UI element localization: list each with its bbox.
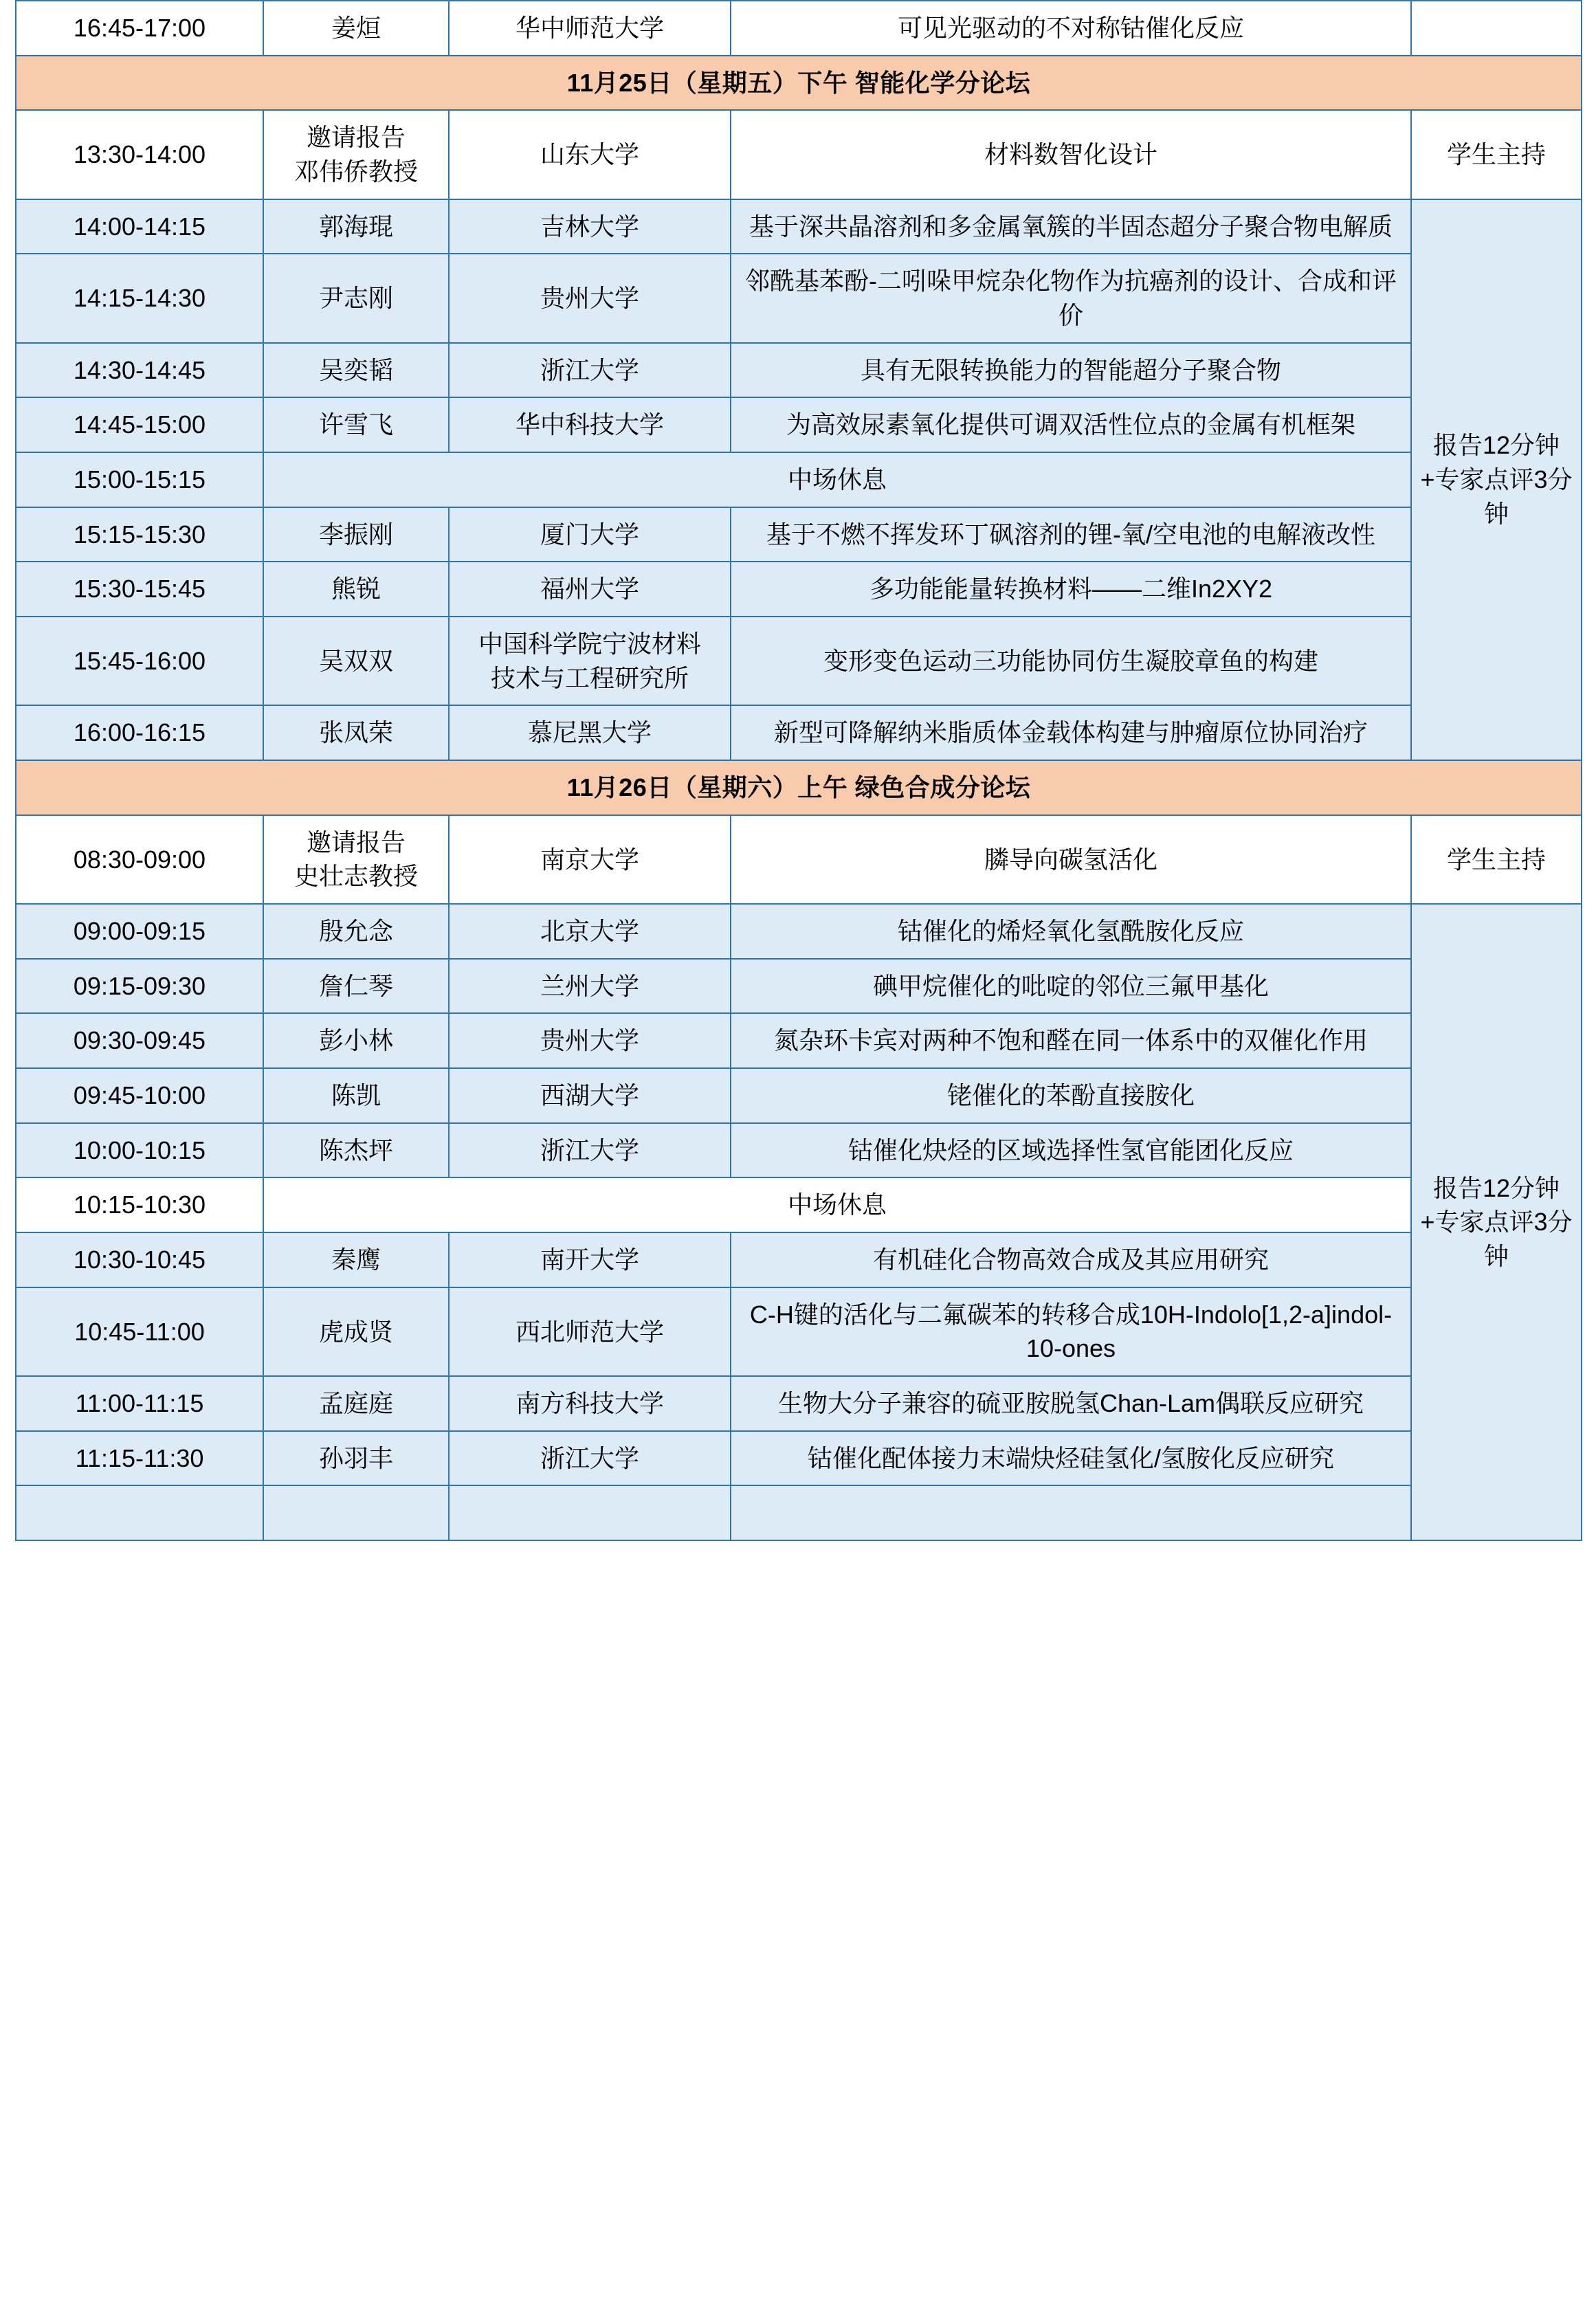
cell-note-rule: 报告12分钟+专家点评3分钟 — [1411, 904, 1582, 1540]
cell-title: 基于深共晶溶剂和多金属氧簇的半固态超分子聚合物电解质 — [731, 199, 1411, 254]
cell-title: 多功能能量转换材料——二维In2XY2 — [731, 562, 1411, 617]
cell-time: 14:00-14:15 — [16, 199, 263, 254]
cell-time: 15:45-16:00 — [16, 617, 263, 705]
session-title: 11月26日（星期六）上午 绿色合成分论坛 — [16, 760, 1582, 815]
speaker-line-1: 邀请报告 — [306, 828, 406, 856]
table-row — [16, 815, 1582, 904]
org-line-2: 技术与工程研究所 — [490, 663, 689, 692]
cell-title: C-H键的活化与二氟碳苯的转移合成10H-Indolo[1,2-a]indol-10-ones — [731, 1287, 1411, 1376]
cell-time: 11:00-11:15 — [16, 1376, 263, 1431]
table-row — [16, 705, 1582, 760]
cell-title: 钴催化的烯烃氧化氢酰胺化反应 — [731, 904, 1411, 959]
table-row — [16, 1485, 1582, 1540]
cell-time: 13:30-14:00 — [16, 110, 263, 199]
cell-org: 兰州大学 — [449, 959, 731, 1014]
session-title: 11月25日（星期五）下午 智能化学分论坛 — [16, 56, 1582, 111]
cell-time: 09:15-09:30 — [16, 959, 263, 1014]
cell-org: 浙江大学 — [449, 1123, 731, 1178]
cell-speaker: 吴双双 — [263, 617, 449, 705]
cell-title: 具有无限转换能力的智能超分子聚合物 — [731, 343, 1411, 398]
cell-break-label: 中场休息 — [263, 1177, 1411, 1232]
cell-speaker: 虎成贤 — [263, 1287, 449, 1376]
cell-speaker: 许雪飞 — [263, 397, 449, 452]
speaker-line-1: 邀请报告 — [306, 123, 406, 152]
table-row — [16, 904, 1582, 959]
cell-speaker: 孙羽丰 — [263, 1431, 449, 1486]
table-row — [16, 1376, 1582, 1431]
cell-title: 邻酰基苯酚-二吲哚甲烷杂化物作为抗癌剂的设计、合成和评价 — [731, 254, 1411, 342]
table-row-break — [16, 1177, 1582, 1232]
table-row — [16, 1, 1582, 56]
cell-speaker: 李振刚 — [263, 507, 449, 562]
cell-org: 贵州大学 — [449, 1013, 731, 1068]
cell-org: 福州大学 — [449, 562, 731, 617]
speaker-line-2: 邓伟侨教授 — [293, 157, 418, 186]
cell-time: 14:30-14:45 — [16, 343, 263, 398]
table-row — [16, 562, 1582, 617]
table-row — [16, 1013, 1582, 1068]
cell-org: 南京大学 — [449, 815, 731, 904]
cell-org — [449, 1485, 731, 1540]
cell-speaker — [263, 815, 449, 904]
table-row — [16, 199, 1582, 254]
cell-break-label: 中场休息 — [263, 452, 1411, 507]
org-line-1: 中国科学院宁波材料 — [478, 630, 701, 658]
cell-title: 变形变色运动三功能协同仿生凝胶章鱼的构建 — [731, 617, 1411, 705]
table-row — [16, 1287, 1582, 1376]
cell-org: 山东大学 — [449, 110, 731, 199]
table-row — [16, 110, 1582, 199]
cell-title: 碘甲烷催化的吡啶的邻位三氟甲基化 — [731, 959, 1411, 1014]
cell-note-host: 学生主持 — [1411, 110, 1582, 199]
table-row — [16, 397, 1582, 452]
speaker-line-2: 史壮志教授 — [293, 862, 418, 891]
cell-title: 膦导向碳氢活化 — [731, 815, 1411, 904]
cell-speaker: 殷允念 — [263, 904, 449, 959]
cell-title: 氮杂环卡宾对两种不饱和醛在同一体系中的双催化作用 — [731, 1013, 1411, 1068]
cell-title: 基于不燃不挥发环丁砜溶剂的锂-氧/空电池的电解液改性 — [731, 507, 1411, 562]
cell-org: 南开大学 — [449, 1232, 731, 1287]
cell-title: 钴催化配体接力末端炔烃硅氢化/氢胺化反应研究 — [731, 1431, 1411, 1486]
cell-time: 16:45-17:00 — [16, 1, 263, 56]
table-row — [16, 1123, 1582, 1178]
cell-org: 浙江大学 — [449, 343, 731, 398]
cell-org: 西北师范大学 — [449, 1287, 731, 1376]
schedule-table — [15, 0, 1582, 1541]
table-row — [16, 343, 1582, 398]
table-row — [16, 617, 1582, 705]
cell-speaker: 詹仁琴 — [263, 959, 449, 1014]
cell-speaker: 熊锐 — [263, 562, 449, 617]
cell-speaker — [263, 110, 449, 199]
cell-title: 材料数智化设计 — [731, 110, 1411, 199]
cell-time: 10:45-11:00 — [16, 1287, 263, 1376]
cell-time: 15:15-15:30 — [16, 507, 263, 562]
cell-org: 西湖大学 — [449, 1068, 731, 1123]
table-row — [16, 1232, 1582, 1287]
cell-org — [449, 617, 731, 705]
cell-time: 10:30-10:45 — [16, 1232, 263, 1287]
table-row — [16, 959, 1582, 1014]
cell-title — [731, 1485, 1411, 1540]
cell-note — [1411, 1, 1582, 56]
cell-speaker: 秦鹰 — [263, 1232, 449, 1287]
table-row — [16, 1068, 1582, 1123]
cell-org: 贵州大学 — [449, 254, 731, 342]
cell-speaker — [263, 1485, 449, 1540]
session-header-row — [16, 760, 1582, 815]
cell-speaker: 陈凯 — [263, 1068, 449, 1123]
cell-time: 10:00-10:15 — [16, 1123, 263, 1178]
cell-speaker: 尹志刚 — [263, 254, 449, 342]
cell-title: 有机硅化合物高效合成及其应用研究 — [731, 1232, 1411, 1287]
cell-speaker: 郭海琨 — [263, 199, 449, 254]
cell-time: 09:30-09:45 — [16, 1013, 263, 1068]
cell-org: 浙江大学 — [449, 1431, 731, 1486]
cell-org: 厦门大学 — [449, 507, 731, 562]
cell-speaker: 孟庭庭 — [263, 1376, 449, 1431]
cell-org: 吉林大学 — [449, 199, 731, 254]
cell-time: 14:15-14:30 — [16, 254, 263, 342]
cell-speaker: 陈杰坪 — [263, 1123, 449, 1178]
cell-speaker: 彭小林 — [263, 1013, 449, 1068]
cell-time: 09:00-09:15 — [16, 904, 263, 959]
cell-speaker: 张凤荣 — [263, 705, 449, 760]
cell-time: 15:30-15:45 — [16, 562, 263, 617]
cell-speaker: 姜烜 — [263, 1, 449, 56]
cell-note-host: 学生主持 — [1411, 815, 1582, 904]
cell-org: 华中科技大学 — [449, 397, 731, 452]
table-row — [16, 507, 1582, 562]
cell-org: 北京大学 — [449, 904, 731, 959]
cell-speaker: 吴奕韬 — [263, 343, 449, 398]
table-row — [16, 1431, 1582, 1486]
cell-title: 可见光驱动的不对称钴催化反应 — [731, 1, 1411, 56]
table-row-break — [16, 452, 1582, 507]
cell-org: 华中师范大学 — [449, 1, 731, 56]
cell-time: 14:45-15:00 — [16, 397, 263, 452]
cell-note-rule: 报告12分钟+专家点评3分钟 — [1411, 199, 1582, 760]
cell-time: 10:15-10:30 — [16, 1177, 263, 1232]
cell-time: 09:45-10:00 — [16, 1068, 263, 1123]
table-row — [16, 254, 1582, 342]
cell-title: 生物大分子兼容的硫亚胺脱氢Chan-Lam偶联反应研究 — [731, 1376, 1411, 1431]
cell-time — [16, 1485, 263, 1540]
cell-title: 铑催化的苯酚直接胺化 — [731, 1068, 1411, 1123]
cell-title: 为高效尿素氧化提供可调双活性位点的金属有机框架 — [731, 397, 1411, 452]
cell-time: 08:30-09:00 — [16, 815, 263, 904]
cell-org: 南方科技大学 — [449, 1376, 731, 1431]
cell-time: 15:00-15:15 — [16, 452, 263, 507]
cell-title: 新型可降解纳米脂质体金载体构建与肿瘤原位协同治疗 — [731, 705, 1411, 760]
cell-time: 16:00-16:15 — [16, 705, 263, 760]
cell-org: 慕尼黑大学 — [449, 705, 731, 760]
cell-title: 钴催化炔烃的区域选择性氢官能团化反应 — [731, 1123, 1411, 1178]
session-header-row — [16, 56, 1582, 111]
cell-time: 11:15-11:30 — [16, 1431, 263, 1486]
